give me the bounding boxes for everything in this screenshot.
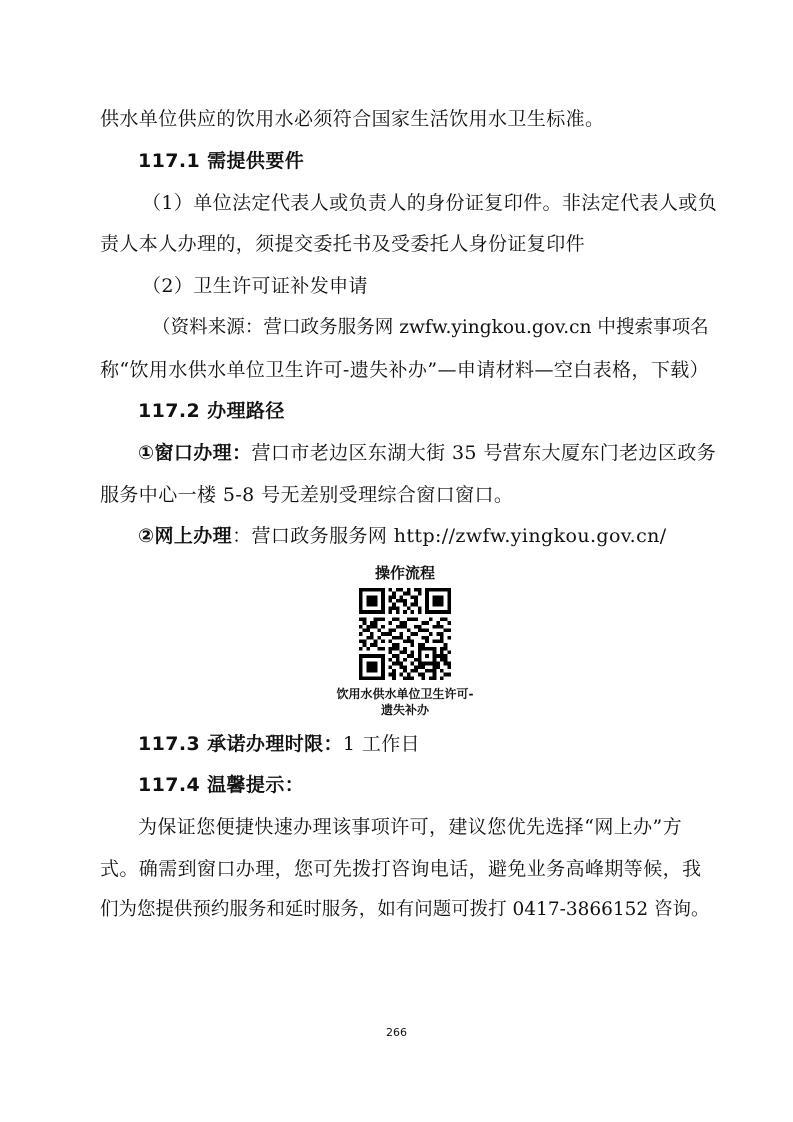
qr-caption-line-1: 饮用水供水单位卫生许可- (336, 687, 474, 701)
qr-caption-line-2: 遗失补办 (380, 703, 429, 717)
requirement-item-1-line-2: 责人本人办理的，须提交委托书及受委托人身份证复印件 (100, 233, 586, 255)
page-number: 266 (386, 1026, 407, 1039)
window-handling-address: 营口市老边区东湖大街 35 号营东大厦东门老边区政务 (251, 442, 717, 464)
time-limit-value: 1 工作日 (342, 733, 421, 755)
requirement-item-2: （2）卫生许可证补发申请 (142, 275, 368, 297)
intro-paragraph: 供水单位供应的饮用水必须符合国家生活饮用水卫生标准。 (100, 108, 605, 130)
online-handling-url: ：营口政务服务网 http://zwfw.yingkou.gov.cn/ (232, 525, 667, 547)
qr-title: 操作流程 (374, 564, 435, 582)
window-handling-label: ①窗口办理： (138, 442, 252, 464)
source-note-line-2: 称“饮用水供水单位卫生许可-遗失补办”—申请材料—空白表格，下载） (100, 359, 710, 381)
qr-code-block (330, 562, 480, 718)
section-heading-route: 117.2 办理路径 (138, 400, 285, 422)
window-handling-line-2: 服务中心一楼 5-8 号无差别受理综合窗口窗口。 (100, 484, 514, 506)
section-heading-time-limit: 117.3 承诺办理时限： (138, 733, 343, 755)
online-handling-label: ②网上办理 (138, 525, 233, 547)
tips-line-2: 式。确需到窗口办理，您可先拨打咨询电话，避免业务高峰期等候，我 (100, 858, 702, 880)
time-limit-line (138, 731, 420, 757)
section-heading-requirements: 117.1 需提供要件 (138, 150, 305, 172)
requirement-item-1-line-1: （1）单位法定代表人或负责人的身份证复印件。非法定代表人或负 (142, 192, 718, 214)
tips-line-3: 们为您提供预约服务和延时服务，如有问题可拨打 0417-3866152 咨询。 (100, 899, 710, 920)
qr-code-icon[interactable] (359, 588, 451, 680)
source-note-line-1: （资料来源：营口政务服务网 zwfw.yingkou.gov.cn 中搜索事项名 (152, 317, 709, 338)
section-heading-tips: 117.4 温馨提示： (138, 774, 305, 796)
window-handling-line-1 (138, 440, 716, 466)
tips-line-1: 为保证您便捷快速办理该事项许可，建议您优先选择“网上办”方 (138, 816, 683, 838)
online-handling-line (138, 523, 667, 549)
